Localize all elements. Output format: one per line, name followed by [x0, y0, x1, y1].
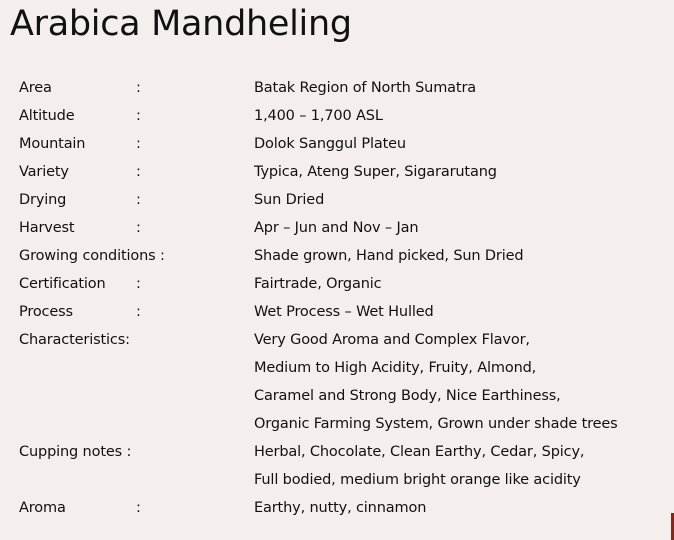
spec-value — [254, 186, 324, 214]
spec-colon: : — [136, 80, 141, 96]
spec-label: Certification — [19, 276, 106, 292]
spec-label: Characteristics: — [19, 332, 130, 348]
spec-value-line: Full bodied, medium bright orange like acidity — [254, 472, 581, 488]
spec-row — [0, 214, 674, 242]
spec-value-line: Batak Region of North Sumatra — [254, 80, 476, 96]
spec-label: Variety — [19, 164, 69, 180]
spec-colon: : — [136, 500, 141, 516]
spec-row — [0, 438, 674, 494]
spec-colon: : — [136, 192, 141, 208]
spec-colon: : — [136, 164, 141, 180]
spec-row — [0, 326, 674, 438]
spec-value-line: Earthy, nutty, cinnamon — [254, 500, 427, 516]
spec-value-line: Caramel and Strong Body, Nice Earthiness, — [254, 388, 561, 404]
spec-value-line: Very Good Aroma and Complex Flavor, — [254, 332, 530, 348]
spec-colon: : — [136, 136, 141, 152]
spec-row — [0, 186, 674, 214]
spec-label: Process — [19, 304, 73, 320]
spec-value — [254, 438, 584, 494]
spec-label: Growing conditions : — [19, 248, 165, 264]
spec-value-line: Dolok Sanggul Plateu — [254, 136, 406, 152]
spec-value-line: Wet Process – Wet Hulled — [254, 304, 434, 320]
spec-label: Harvest — [19, 220, 75, 236]
spec-colon: : — [136, 304, 141, 320]
spec-label: Aroma — [19, 500, 66, 516]
spec-row — [0, 102, 674, 130]
spec-label: Area — [19, 80, 52, 96]
spec-row — [0, 74, 674, 102]
spec-row — [0, 130, 674, 158]
spec-value-line: Fairtrade, Organic — [254, 276, 382, 292]
spec-value — [254, 102, 383, 130]
spec-row — [0, 298, 674, 326]
spec-row — [0, 242, 674, 270]
spec-value — [254, 298, 434, 326]
page-title: Arabica Mandheling — [10, 4, 352, 44]
spec-value — [254, 270, 381, 298]
spec-value — [254, 326, 618, 438]
spec-label: Mountain — [19, 136, 86, 152]
spec-row — [0, 270, 674, 298]
spec-value-line: Typica, Ateng Super, Sigararutang — [254, 164, 497, 180]
spec-colon: : — [136, 276, 141, 292]
spec-value-line: Apr – Jun and Nov – Jan — [254, 220, 419, 236]
spec-list — [0, 74, 674, 522]
spec-label: Drying — [19, 192, 67, 208]
spec-value-line: Sun Dried — [254, 192, 325, 208]
spec-value — [254, 242, 523, 270]
spec-value — [254, 74, 476, 102]
spec-colon: : — [136, 220, 141, 236]
spec-value — [254, 494, 426, 522]
spec-value-line: Organic Farming System, Grown under shade trees — [254, 416, 618, 432]
spec-label: Altitude — [19, 108, 75, 124]
spec-colon: : — [136, 108, 141, 124]
spec-value-line: Medium to High Acidity, Fruity, Almond, — [254, 360, 537, 376]
spec-value — [254, 130, 406, 158]
spec-label: Cupping notes : — [19, 444, 132, 460]
spec-value-line: Herbal, Chocolate, Clean Earthy, Cedar, Spicy, — [254, 444, 585, 460]
spec-value-line: Shade grown, Hand picked, Sun Dried — [254, 248, 524, 264]
spec-value-line: 1,400 – 1,700 ASL — [254, 108, 383, 124]
spec-value — [254, 214, 418, 242]
spec-value — [254, 158, 497, 186]
spec-row — [0, 494, 674, 522]
spec-row — [0, 158, 674, 186]
